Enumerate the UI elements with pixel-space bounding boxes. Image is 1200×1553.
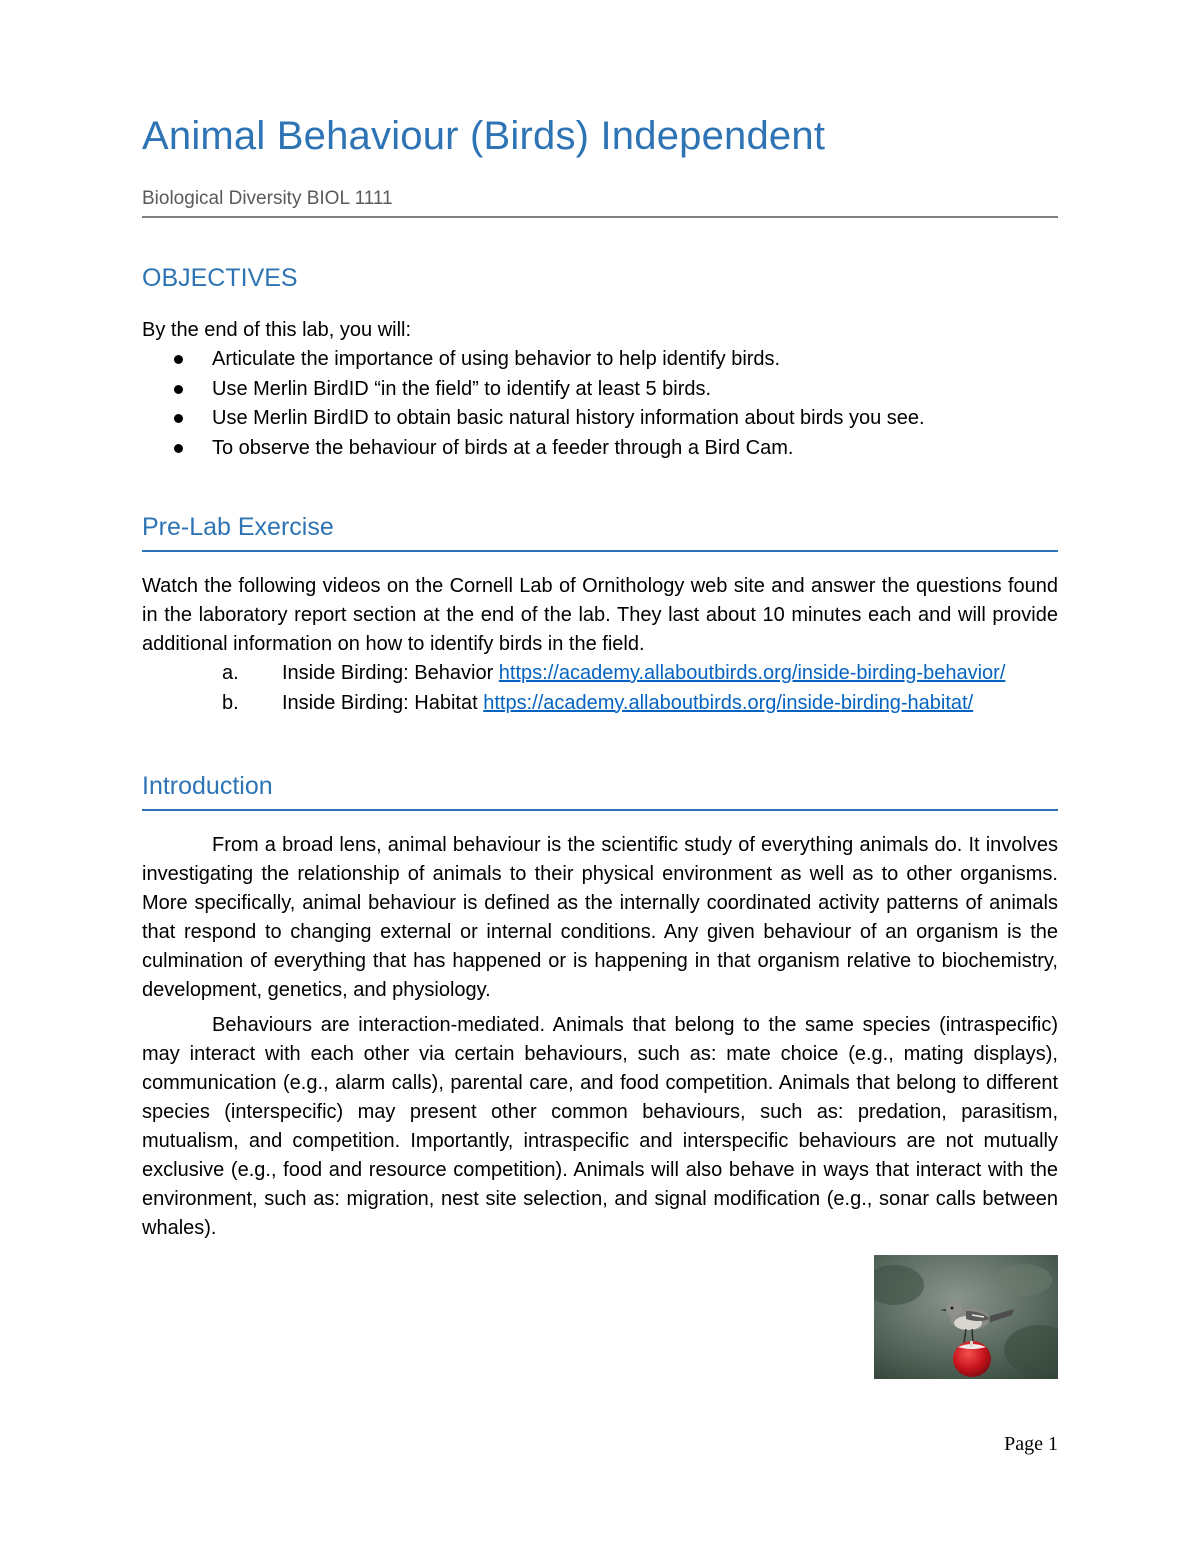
habitat-video-link[interactable]: https://academy.allaboutbirds.org/inside-birding-habitat/	[483, 691, 974, 714]
objective-text: Use Merlin BirdID “in the field” to identify at least 5 birds.	[212, 377, 712, 400]
objective-item	[172, 345, 1058, 375]
introduction-paragraph: From a broad lens, animal behaviour is the scientific study of everything animals do. It involves investigating the relationship of animals to their physical environment as well as to other organisms. More specifically, animal behaviour is defined as the internally coordinated activity patterns of animals that respond to changing external or internal conditions. Any given behaviour of an organism is the culmination of everything that has happened or is happening in that organism relative to biochemistry, development, genetics, and physiology.	[142, 834, 1058, 1001]
list-letter: b.	[222, 691, 239, 714]
page-number: Page 1	[1004, 1433, 1058, 1455]
bullet-icon	[174, 355, 183, 364]
document-page	[142, 100, 1058, 1243]
objective-text: Articulate the importance of using behavior to help identify birds.	[212, 348, 781, 370]
bird-photo-illustration	[874, 1255, 1058, 1379]
video-link-item	[222, 659, 1058, 689]
title-divider	[142, 216, 1058, 218]
objectives-intro: By the end of this lab, you will:	[142, 319, 412, 341]
bullet-icon	[174, 444, 183, 453]
video-link-item	[222, 689, 1058, 719]
objectives-heading: OBJECTIVES	[142, 264, 298, 292]
list-letter: a.	[222, 662, 239, 684]
objective-item	[172, 375, 1058, 405]
prelab-heading: Pre-Lab Exercise	[142, 511, 1058, 552]
objective-item	[172, 434, 1058, 464]
video-label: Inside Birding: Habitat	[282, 691, 478, 714]
document-subtitle: Biological Diversity BIOL 1111	[142, 188, 393, 209]
objective-text: To observe the behaviour of birds at a feeder through a Bird Cam.	[212, 436, 794, 459]
bullet-icon	[174, 385, 183, 394]
behavior-video-link[interactable]: https://academy.allaboutbirds.org/inside-birding-behavior/	[498, 662, 1006, 684]
document-title: Animal Behaviour (Birds) Independent	[142, 114, 826, 158]
video-label: Inside Birding: Behavior	[282, 662, 494, 684]
objective-item	[172, 404, 1058, 434]
introduction-paragraph: Behaviours are interaction-mediated. Animals that belong to the same species (intraspecific) may interact with each other via certain behaviours, such as: mate choice (e.g., mating displays), communication (e.g., alarm calls), parental care, and food competition. Animals that belong to different species (interspecific) may present other common behaviours, such as: predation, parasitism, mutualism, and competition. Importantly, intraspecific and interspecific behaviours are not mutually exclusive (e.g., food and resource competition). Animals will also behave in ways that interact with the environment, such as: migration, nest site selection, and signal modification (e.g., sonar calls between whales).	[142, 1014, 1058, 1239]
prelab-video-list	[142, 659, 1058, 718]
objectives-list	[142, 345, 1058, 463]
introduction-heading: Introduction	[142, 770, 1058, 811]
objective-text: Use Merlin BirdID to obtain basic natural history information about birds you see.	[212, 407, 925, 429]
bird-on-feeder-photo	[874, 1255, 1058, 1379]
bullet-icon	[174, 414, 183, 423]
prelab-paragraph: Watch the following videos on the Cornell Lab of Ornithology web site and answer the questions found in the laboratory report section at the end of the lab. They last about 10 minutes each and will provide additional information on how to identify birds in the field.	[142, 575, 1058, 655]
